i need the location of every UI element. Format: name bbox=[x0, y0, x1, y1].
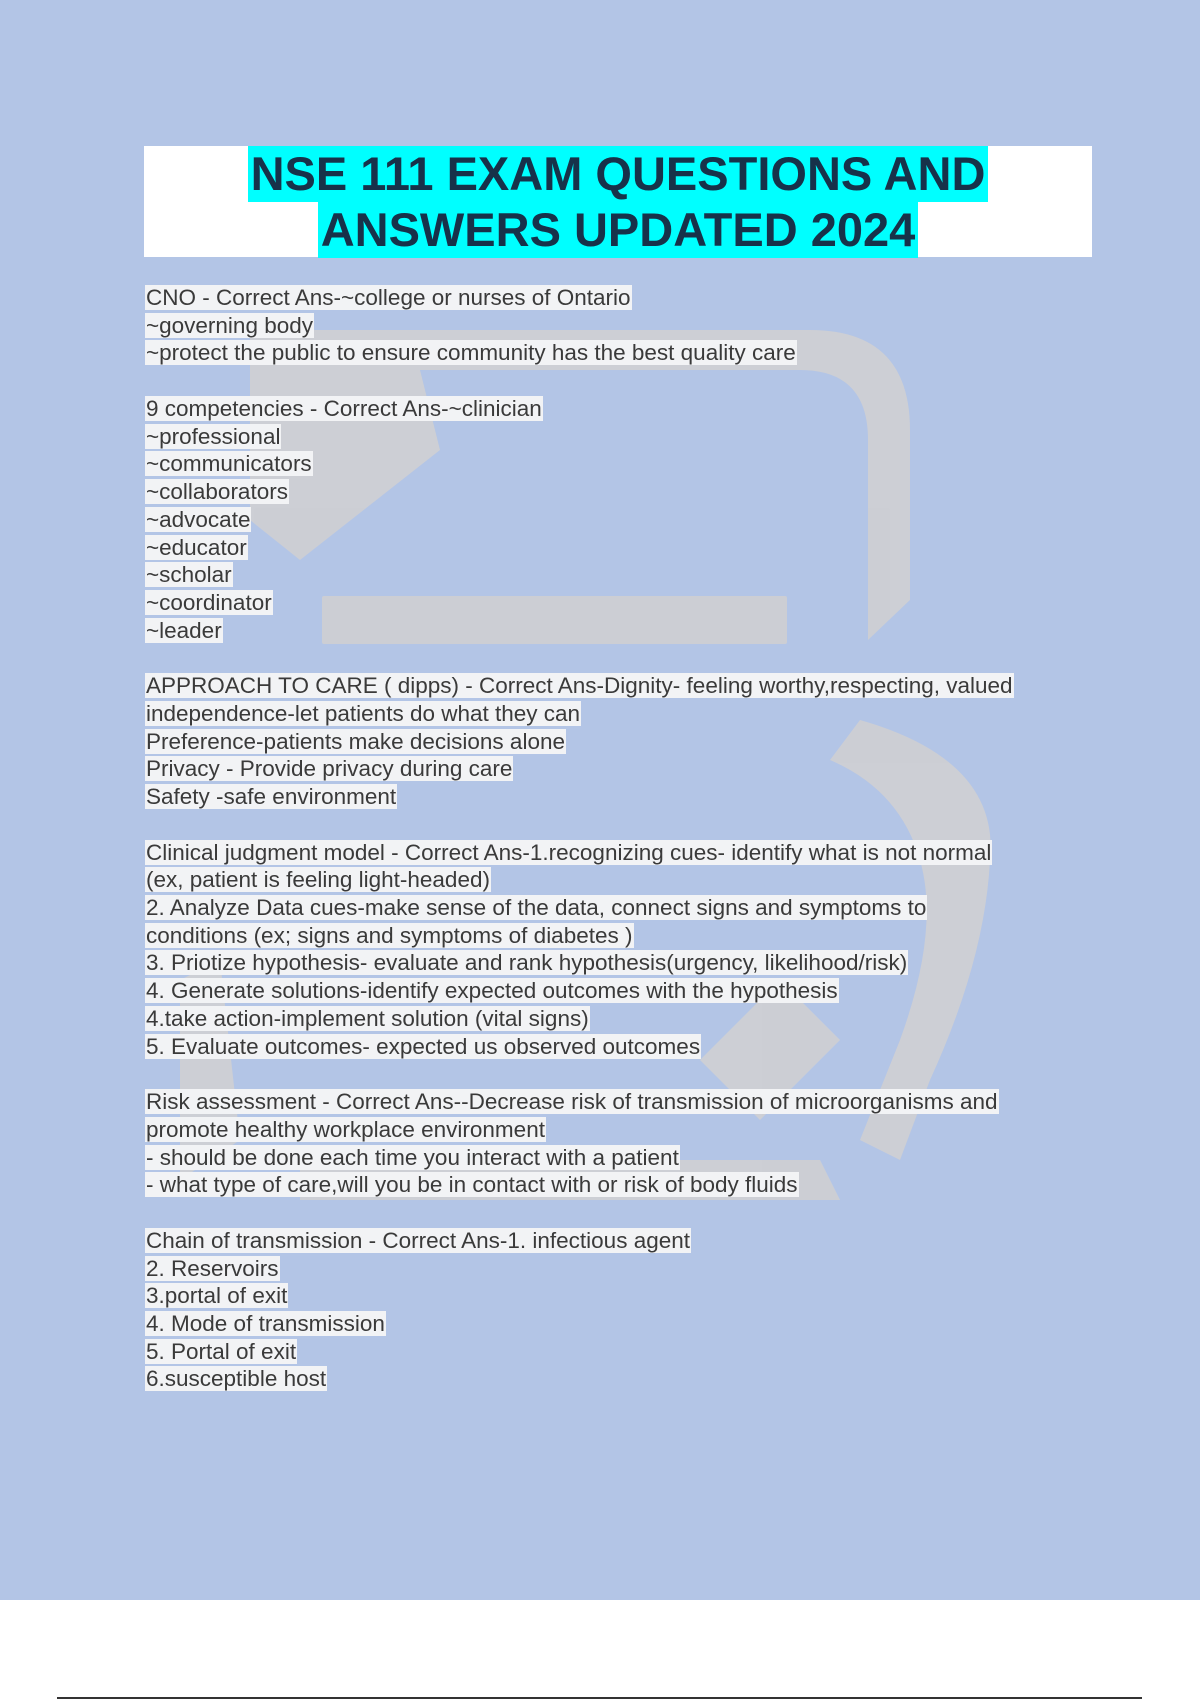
qa-line: ~governing body bbox=[146, 312, 314, 338]
qa-line: Clinical judgment model - Correct Ans-1.recognizing cues- identify what is not normal bbox=[146, 839, 992, 865]
qa-block-cno bbox=[145, 284, 1105, 367]
qa-line: independence-let patients do what they can bbox=[146, 700, 581, 726]
qa-line: 5. Portal of exit bbox=[146, 1338, 297, 1364]
qa-line: 2. Analyze Data cues-make sense of the data, connect signs and symptoms to bbox=[146, 895, 927, 921]
qa-line: Privacy - Provide privacy during care bbox=[146, 756, 513, 782]
qa-block-clinical-judgment bbox=[145, 839, 1105, 1061]
qa-line: - what type of care,will you be in contact with or risk of body fluids bbox=[146, 1172, 798, 1198]
qa-line: (ex, patient is feeling light-headed) bbox=[146, 867, 490, 893]
qa-line: ~professional bbox=[146, 423, 281, 449]
qa-line: APPROACH TO CARE ( dipps) - Correct Ans-Dignity- feeling worthy,respecting, valued bbox=[146, 673, 1013, 699]
qa-line: 2. Reservoirs bbox=[146, 1255, 279, 1281]
qa-block-competencies bbox=[145, 395, 1105, 644]
qa-line: Chain of transmission - Correct Ans-1. infectious agent bbox=[146, 1227, 690, 1253]
qa-line: - should be done each time you interact with a patient bbox=[146, 1144, 679, 1170]
qa-line: ~scholar bbox=[146, 562, 232, 588]
footer-divider bbox=[57, 1697, 1142, 1699]
qa-line: ~leader bbox=[146, 617, 222, 643]
qa-line: ~communicators bbox=[146, 451, 312, 477]
qa-line: ~protect the public to ensure community has the best quality care bbox=[146, 340, 796, 366]
qa-line: conditions (ex; signs and symptoms of diabetes ) bbox=[146, 922, 633, 948]
qa-line: Preference-patients make decisions alone bbox=[146, 728, 565, 754]
qa-line: 6.susceptible host bbox=[146, 1366, 327, 1392]
qa-line: Safety -safe environment bbox=[146, 784, 397, 809]
qa-line: 3. Priotize hypothesis- evaluate and rank hypothesis(urgency, likelihood/risk) bbox=[146, 950, 908, 976]
qa-line: promote healthy workplace environment bbox=[146, 1116, 545, 1142]
qa-line: ~coordinator bbox=[146, 589, 272, 615]
document-title-line-2: ANSWERS UPDATED 2024 bbox=[318, 202, 919, 258]
qa-block-approach-to-care bbox=[145, 672, 1105, 810]
qa-line: 4.take action-implement solution (vital signs) bbox=[146, 1005, 589, 1031]
qa-line: Risk assessment - Correct Ans--Decrease risk of transmission of microorganisms and bbox=[146, 1089, 998, 1115]
qa-line: 3.portal of exit bbox=[146, 1283, 288, 1309]
qa-line: ~educator bbox=[146, 534, 247, 560]
document-title-box bbox=[144, 146, 1092, 257]
qa-block-chain-of-transmission bbox=[145, 1227, 1105, 1393]
qa-block-risk-assessment bbox=[145, 1088, 1105, 1199]
qa-line: ~collaborators bbox=[146, 479, 288, 505]
document-title-line-1: NSE 111 EXAM QUESTIONS AND bbox=[248, 146, 989, 202]
qa-line: ~advocate bbox=[146, 506, 251, 532]
qa-line: 5. Evaluate outcomes- expected us observed outcomes bbox=[146, 1033, 701, 1059]
qa-line: 4. Mode of transmission bbox=[146, 1311, 385, 1336]
qa-line: 4. Generate solutions-identify expected outcomes with the hypothesis bbox=[146, 978, 838, 1004]
qa-line: CNO - Correct Ans-~college or nurses of Ontario bbox=[146, 285, 631, 310]
qa-line: 9 competencies - Correct Ans-~clinician bbox=[146, 396, 542, 422]
qa-content bbox=[145, 284, 1105, 1421]
